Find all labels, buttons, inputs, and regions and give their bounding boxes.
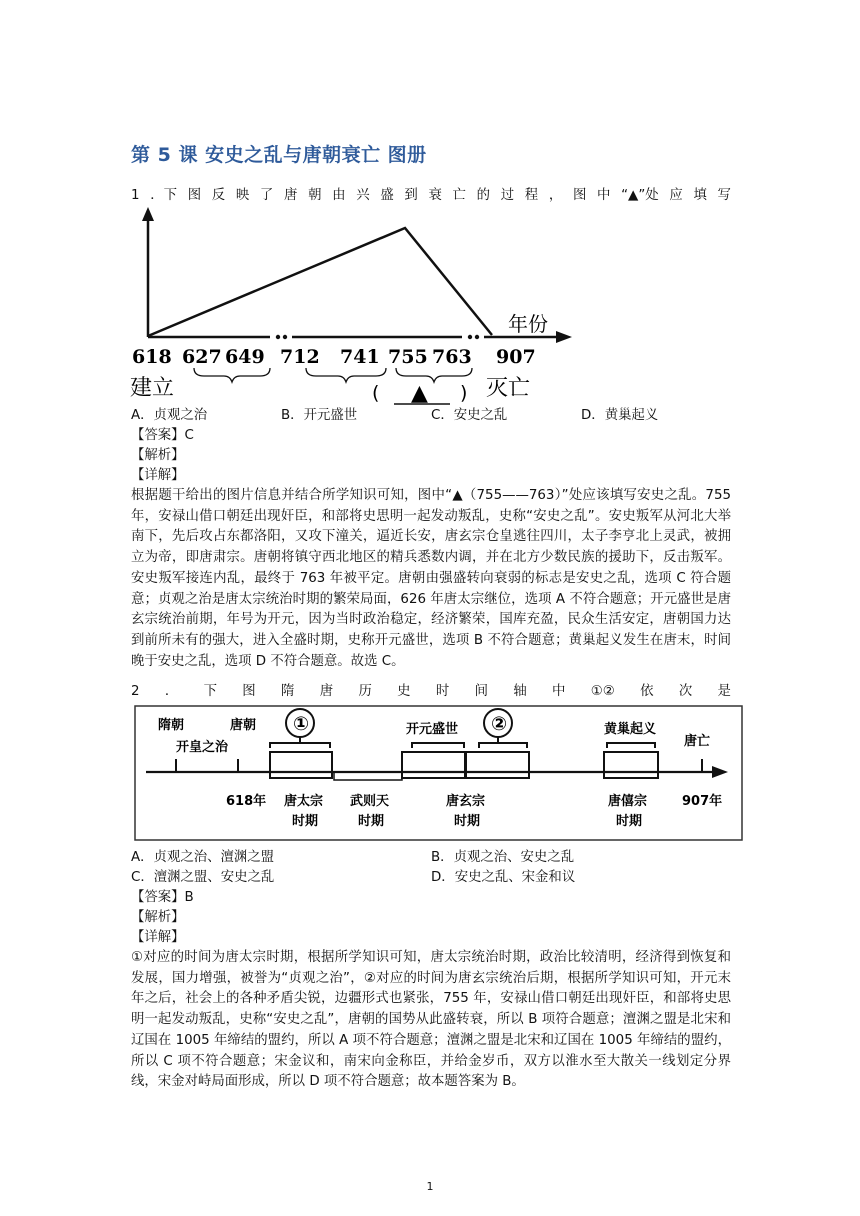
question-2-timeline <box>134 705 744 845</box>
q1-char: 盛 <box>380 188 394 203</box>
q1-option-c[interactable]: C．安史之乱 <box>431 408 508 423</box>
year-907: 907 <box>496 346 536 368</box>
q2-explanation: ①对应的时间为唐太宗时期，根据所学知识可知，唐太宗统治时期，政治比较清明，经济得到恢复和发展，国力增强，被誉为“贞观之治”，②对应的时间为唐玄宗统治后期，根据所学知识可知，开元末年之后，社会上的各种矛盾尖锐，边疆形式也紧张，755 年，安禄山借口朝廷出现奸臣，和部将史思明一起发动叛乱，史称“安史之乱”，唐朝的国势从此盛转衰，所以 B 项符合题意；澶渊之盟是北宋和辽国在 1005 年缔结的盟约，所以 A 项不符合题意；澶渊之盟是北宋和辽国在 1005 年缔结的盟约，所以 C 项不符合题意；宋金议和，南宋向金称臣，并给金岁币，双方以淮水至大散关一线划定分界线，宋金对峙局面形成，所以 D 项不符合题意；故本题答案为 B。 <box>131 950 731 1090</box>
q2-char: 唐 <box>319 684 334 699</box>
q1-char: 填 <box>693 188 707 203</box>
q1-char: 亡 <box>452 188 466 203</box>
q2-char: 隋 <box>281 684 295 699</box>
q1-option-d[interactable]: D．黄巢起义 <box>581 408 659 423</box>
q2-option-d[interactable]: D．安史之乱、宋金和议 <box>431 870 576 885</box>
q1-char: 写 <box>717 188 731 203</box>
q1-analysis-heading: 【解析】 <box>131 448 185 463</box>
question-1-stem <box>131 186 731 206</box>
label-fall: 灭亡 <box>486 376 531 401</box>
label-xizong-period: 时期 <box>616 814 643 829</box>
label-wuzetian: 武则天 <box>350 794 390 809</box>
blank-triangle: ▲ <box>411 381 428 406</box>
q1-char: 兴 <box>356 188 370 203</box>
q2-option-b[interactable]: B．贞观之治、安史之乱 <box>431 850 575 865</box>
q2-char: 轴 <box>513 684 527 699</box>
q2-char: 次 <box>678 684 693 699</box>
q1-char: 1 <box>131 188 140 203</box>
year-741: 741 <box>340 346 380 368</box>
q1-char: 了 <box>259 188 274 203</box>
label-wuzetian-period: 时期 <box>358 814 385 829</box>
label-sui: 隋朝 <box>158 718 185 733</box>
circle-2-label: ② <box>491 713 508 735</box>
label-kaihuang: 开皇之治 <box>176 740 229 755</box>
q2-char: 历 <box>358 684 372 699</box>
q1-char: 唐 <box>284 188 298 203</box>
label-xuanzong-period: 时期 <box>454 814 481 829</box>
q1-char: ．下 <box>150 188 177 203</box>
label-xizong: 唐僖宗 <box>608 794 648 809</box>
q1-char: 的 <box>476 188 491 203</box>
label-618: 618年 <box>226 794 267 809</box>
q2-char: 下 <box>203 684 217 699</box>
x-axis-arrow <box>556 331 572 343</box>
label-tang: 唐朝 <box>230 718 257 733</box>
label-taizong: 唐太宗 <box>284 794 324 809</box>
q2-answer: 【答案】B <box>131 890 194 905</box>
q2-char: ①② <box>590 684 615 699</box>
q1-option-b[interactable]: B．开元盛世 <box>281 408 358 423</box>
q1-option-a[interactable]: A．贞观之治 <box>131 408 208 423</box>
q1-answer: 【答案】C <box>131 428 194 443</box>
label-kaiyuan: 开元盛世 <box>406 722 459 737</box>
q1-char: 图 <box>572 188 587 203</box>
brace-712-741 <box>306 368 386 382</box>
q2-option-a[interactable]: A．贞观之治、澶渊之盟 <box>131 850 275 865</box>
q2-char: 图 <box>242 684 256 699</box>
q1-char: 应 <box>669 188 683 203</box>
circle-1-label: ① <box>293 713 310 735</box>
blank-open-paren: ( <box>372 382 380 404</box>
page-title: 第 5 课 安史之乱与唐朝衰亡 图册 <box>131 144 427 166</box>
q2-analysis-heading: 【解析】 <box>131 910 185 925</box>
q1-char: 朝 <box>308 188 322 203</box>
q2-detail-heading: 【详解】 <box>131 930 185 945</box>
year-763: 763 <box>432 346 472 368</box>
q2-char: 2 <box>131 684 140 699</box>
q1-char: “▲”处 <box>621 188 659 203</box>
q1-detail-heading: 【详解】 <box>131 468 185 483</box>
q2-char: 间 <box>474 684 488 699</box>
brace-755-763 <box>396 368 472 382</box>
label-founded: 建立 <box>130 376 175 401</box>
rise-fall-line <box>148 228 492 336</box>
q1-char: 衰 <box>428 188 442 203</box>
q2-char: 中 <box>552 684 566 699</box>
label-xuanzong: 唐玄宗 <box>446 794 486 809</box>
q1-char: 由 <box>332 188 346 203</box>
label-tang-fall: 唐亡 <box>684 734 711 749</box>
q1-char: 到 <box>404 188 418 203</box>
q2-char: 是 <box>717 684 731 699</box>
year-627: 627 <box>182 346 222 368</box>
year-712: 712 <box>280 346 320 368</box>
q1-char: 过 <box>500 188 515 203</box>
q2-char: 时 <box>435 684 450 699</box>
year-755: 755 <box>388 346 428 368</box>
q1-char: ， <box>548 188 563 203</box>
page-number: 1 <box>426 1180 434 1193</box>
axis-label-year: 年份 <box>508 312 548 336</box>
q2-char: 史 <box>397 684 411 699</box>
q2-char: ． <box>164 684 179 699</box>
y-axis-arrow <box>142 207 154 221</box>
label-taizong-period: 时期 <box>292 814 319 829</box>
q2-char: 依 <box>640 684 654 699</box>
q1-explanation: 根据题干给出的图片信息并结合所学知识可知，图中“▲（755——763）”处应该填写安史之乱。755 年，安禄山借口朝廷出现奸臣，和部将史思明一起发动叛乱，史称“安史之乱”。安史叛军从河北大举南下，先后攻占东都洛阳，又攻下潼关，逼近长安，唐玄宗仓皇逃往四川，太子李亨北上灵武，被拥立为帝，即唐肃宗。唐朝将镇守西北地区的精兵悉数内调，并在北方少数民族的援助下，反击叛军。安史叛军接连内乱，最终于 763 年被平定。唐朝由强盛转向衰弱的标志是安史之乱，选项 C 符合题意；贞观之治是唐太宗统治时期的繁荣局面，626 年唐太宗继位，选项 A 不符合题意；开元盛世是唐玄宗统治前期，年号为开元，因为当时政治稳定，经济繁荣，国库充盈，民众生活安定，唐朝国力达到前所未有的强大，进入全盛时期，史称开元盛世，选项 B 不符合题意；黄巢起义发生在唐末，时间晚于安史之乱，选项 D 不符合题意。故选 C。 <box>131 488 731 669</box>
blank-close-paren: ) <box>460 382 468 404</box>
label-907: 907年 <box>682 794 723 809</box>
q1-char: 映 <box>235 188 250 203</box>
q1-char: 图 <box>187 188 202 203</box>
year-618: 618 <box>132 346 172 368</box>
question-2-stem <box>131 682 731 702</box>
q2-option-c[interactable]: C．澶渊之盟、安史之乱 <box>131 870 275 885</box>
brace-627-649 <box>194 368 270 382</box>
question-1-chart <box>120 205 590 410</box>
q1-char: 中 <box>597 188 611 203</box>
q1-char: 程 <box>524 188 539 203</box>
label-huangchao: 黄巢起义 <box>604 722 657 737</box>
year-649: 649 <box>225 346 265 368</box>
q1-char: 反 <box>211 188 226 203</box>
